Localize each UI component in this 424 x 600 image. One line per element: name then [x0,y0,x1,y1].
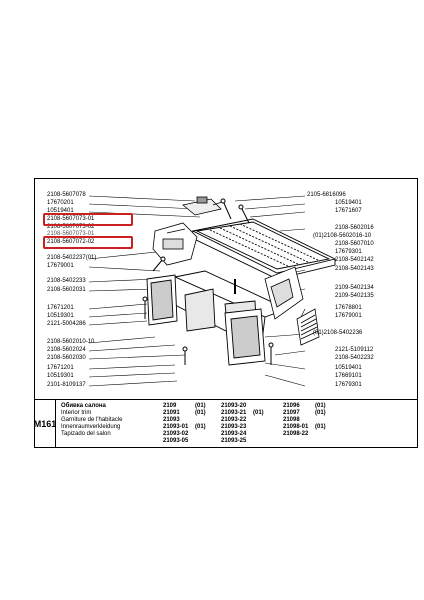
part-label: 2108-5602024 [47,347,86,353]
part-label: 10519301 [47,373,74,379]
variant-row: 21093-02 [163,431,189,437]
variant-row: 21093-25 [221,438,247,444]
variant-row: 21098-22 [283,431,309,437]
variant-row: 21093-21 (01) [221,410,264,416]
part-label: 2108-5602010-10 [47,339,95,345]
variant-row: 21098-01 (01) [283,424,326,430]
title-de: Innenraumverkleidung [61,424,121,430]
part-label: 17671201 [47,305,74,311]
highlight-box-part-2108-5607072-02 [43,236,133,249]
parts-sheet [34,178,418,448]
title-fr: Garniture de l'habitacle [61,417,123,423]
part-label: 17679001 [47,263,74,269]
title-ru: Обивка салона [61,403,106,409]
part-label: 2108-5402143 [335,266,374,272]
part-label: 2108-5402232 [335,355,374,361]
exploded-diagram [35,179,419,399]
section-code: M161 [35,400,56,448]
part-label: 2105-6816096 [307,192,346,198]
part-label: 10519401 [335,365,362,371]
right-trim-panel [225,309,265,365]
part-label: 2108-5607072-02 [47,239,95,245]
part-label: 2108-5607073-02 [47,224,95,230]
parcel-shelf [190,219,335,279]
part-label: 2108-5602031 [47,287,86,293]
part-label: 17671607 [335,208,362,214]
part-label: 2108-5602016 [335,225,374,231]
variant-column-3 [283,403,326,438]
part-label: 17679301 [335,249,362,255]
title-es: Tapizado del salon [61,431,111,437]
part-label: 2108-5607073-01 [47,231,95,237]
part-label: 17671201 [47,365,74,371]
part-label: 2121-5109112 [335,347,374,353]
left-trim-panel [147,275,177,325]
part-label: 2109-5402134 [335,285,374,291]
part-label: 2108-5402237(01) [47,255,97,261]
variant-row: 2109 (01) [163,403,206,409]
sheet-footer [35,399,417,448]
left-bracket [153,223,197,265]
part-label: (01)2108-5602016-10 [313,233,372,239]
part-label: 2109-5402135 [335,293,374,299]
highlight-box-part-2108-5607073-01 [43,213,133,226]
variant-row: 21097 (01) [283,410,326,416]
part-label: 2108-5607010 [335,241,374,247]
variant-row: 21098 [283,417,300,423]
part-label: 2108-5402233 [47,278,86,284]
speaker-grille [297,309,319,345]
part-label: 10519401 [335,200,362,206]
variant-column-2 [221,403,264,445]
variant-row: 21093 [163,417,180,423]
variant-row: 21096 (01) [283,403,326,409]
variant-row: 21093-22 [221,417,247,423]
variant-row: 21093-05 [163,438,189,444]
part-label: 17670201 [47,200,74,206]
part-label: 10519401 [47,208,74,214]
section-titles [61,403,123,438]
part-label: 17679301 [335,382,362,388]
part-label: 2108-5402142 [335,257,374,263]
part-label: 2108-5607073-01 [47,216,95,222]
variant-row: 21093-20 [221,403,247,409]
part-label: (01)2108-5402236 [313,330,363,336]
part-label: 17669101 [335,373,362,379]
part-label: 2101-8109137 [47,382,86,388]
title-en: Interior trim [61,410,92,416]
variant-column-1 [163,403,206,445]
variant-row: 21091 (01) [163,410,206,416]
part-label: 17678801 [335,305,362,311]
part-label: 2108-5607078 [47,192,86,198]
part-label: 2108-5602030 [47,355,86,361]
part-label: 17679001 [335,313,362,319]
variant-row: 21093-24 [221,431,247,437]
variant-row: 21093-01 (01) [163,424,206,430]
part-label: 2121-5004286 [47,321,86,327]
variant-row: 21093-23 [221,424,247,430]
top-trim [183,197,225,215]
part-label: 10519301 [47,313,74,319]
